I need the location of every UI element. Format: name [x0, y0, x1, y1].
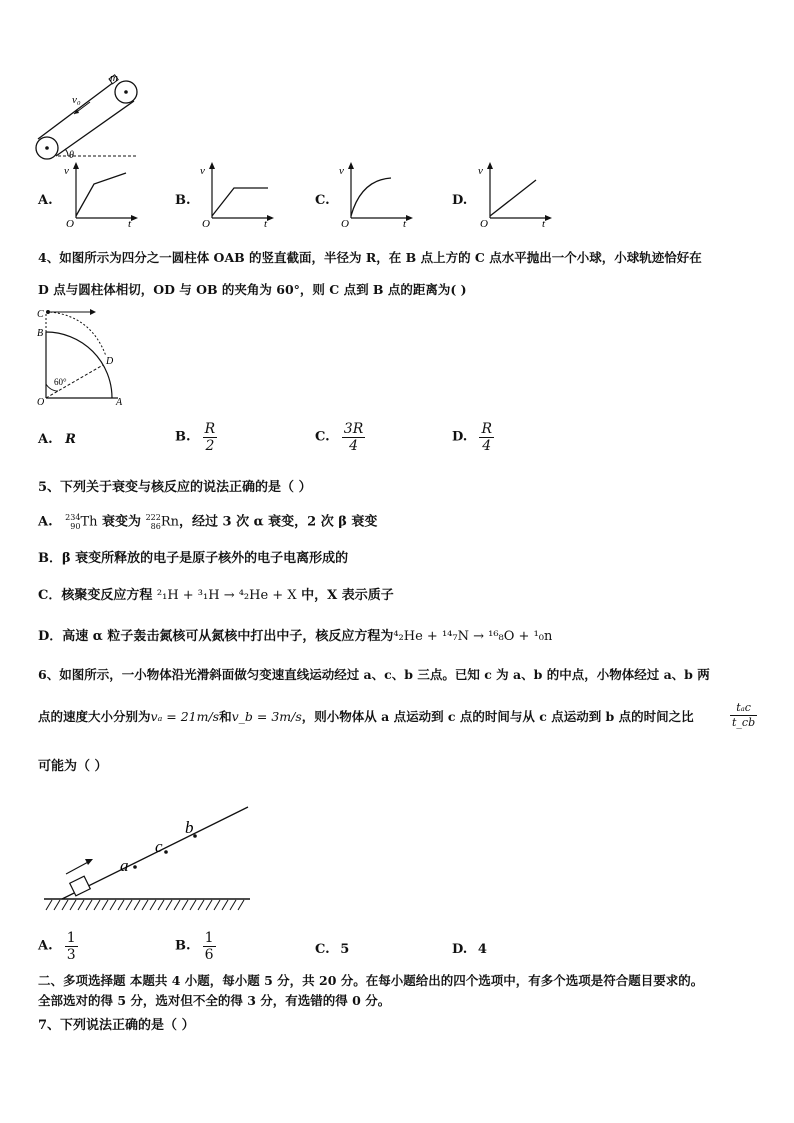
q5-stem: 5、下列关于衰变与核反应的说法正确的是（ ） [38, 480, 312, 495]
rn-mass-number: 222 [145, 513, 161, 522]
q4-option-c-num: 3R [343, 421, 364, 437]
q4-option-a [38, 431, 76, 449]
v0-label: v₀ [72, 94, 81, 106]
vb-value: v_b = 3m/s [231, 709, 302, 724]
q3-option-c-label: C. [315, 193, 330, 208]
q5-option-a-label: A. [38, 514, 53, 530]
q4-option-b-label: B. [175, 429, 191, 445]
q6-option-b-label: B. [175, 938, 191, 954]
q3-graph-c [337, 160, 417, 228]
origin-label: O [341, 218, 349, 228]
point-c-label: C [37, 309, 44, 320]
q3-graph-a [62, 160, 142, 228]
q3-graph-b [198, 160, 278, 228]
q6-option-c-value: 5 [340, 942, 350, 957]
q6-stem-line2: 点的速度大小分别为vₐ = 21m/s和v_b = 3m/s，则小物体从 a 点运动到 c 点的时间与从 c 点运动到 b 点的时间之比 [38, 709, 694, 724]
angle-label: 60° [54, 377, 67, 387]
q5-option-a-mid: 衰变为 [102, 514, 142, 530]
t-axis-label: t [542, 218, 546, 228]
q4-option-b-num: R [204, 421, 216, 437]
q4-option-c-label: C. [315, 429, 330, 445]
point-b-label: b [185, 818, 194, 837]
q3-option-a-label: A. [38, 193, 53, 208]
t-axis-label: t [403, 218, 407, 228]
q6-option-d [452, 941, 487, 959]
rn-atomic-number: 86 [150, 522, 161, 531]
v-axis-label: v [478, 165, 483, 177]
q5-option-a [38, 513, 377, 532]
q6-option-c-label: C. [315, 942, 330, 957]
q6-stem-line1: 6、如图所示，一小物体沿光滑斜面做匀变速直线运动经过 a、c、b 三点。已知 c 为 a、b 的中点，小物体经过 a、b 两 [38, 667, 710, 682]
q3-option-d-label: D. [452, 193, 468, 208]
mass-label: m [110, 72, 118, 84]
th-atomic-number: 90 [70, 522, 81, 531]
point-a-label: A [116, 397, 123, 408]
q4-option-c-den: 4 [342, 437, 365, 454]
nitrogen-reaction-equation: ⁴₂He + ¹⁴₇N → ¹⁶₈O + ¹₀n [393, 629, 553, 644]
incline-figure [40, 800, 255, 915]
q5-option-c-label: C．核聚变反应方程 [38, 588, 153, 603]
point-d-label: D [106, 356, 114, 367]
q4-stem-line2: D 点与圆柱体相切，OD 与 OB 的夹角为 60°，则 C 点到 B 点的距离为( ) [38, 282, 467, 297]
q5-option-c [38, 587, 394, 605]
time-ratio [730, 701, 757, 730]
point-c-label: c [155, 837, 163, 856]
q6-option-d-value: 4 [477, 942, 487, 957]
q6-option-b: B. $\frac{1}{6}$ [175, 930, 214, 963]
origin-label: O [480, 218, 488, 228]
time-ratio-den: t_cb [732, 716, 756, 729]
origin-label: O [202, 218, 210, 228]
q4-option-c [315, 421, 365, 454]
q4-stem-line1: 4、如图所示为四分之一圆柱体 OAB 的竖直截面，半径为 R，在 B 点上方的 C 点水平抛出一个小球，小球轨迹恰好在 [38, 250, 702, 265]
q4-option-b-den: 2 [203, 437, 218, 454]
t-axis-label: t [264, 218, 268, 228]
q4-option-d [452, 421, 494, 454]
q4-option-d-label: D. [452, 429, 468, 445]
q3-option-b-label: B. [175, 193, 191, 208]
q5-option-d-label: D．高速 α 粒子轰击氮核可从氮核中打出中子，核反应方程为 [38, 629, 394, 644]
q5-option-c-tail: 中，X 表示质子 [301, 588, 394, 603]
q4-option-b [175, 421, 217, 454]
q5-option-b: B．β 衰变所释放的电子是原子核外的电子电离形成的 [38, 551, 349, 566]
q5-option-d [38, 628, 552, 646]
section2-intro-line1: 二、多项选择题 本题共 4 小题，每小题 5 分，共 20 分。在每小题给出的四个选项中，有多个选项是符合题目要求的。 [38, 973, 704, 988]
q4-option-a-value: R [65, 432, 76, 447]
point-o-label: O [37, 397, 45, 408]
q6-option-a: A. $\frac{1}{3}$ [38, 930, 76, 963]
fusion-equation: ²₁H + ³₁H → ⁴₂He + X [156, 588, 297, 603]
rn-symbol: Rn [160, 514, 180, 530]
q7-stem: 7、下列说法正确的是（ ） [38, 1018, 195, 1033]
th-mass-number: 234 [65, 513, 81, 522]
q5-option-a-tail: ，经过 3 次 α 衰变，2 次 β 衰变 [179, 514, 378, 530]
section2-intro-line2: 全部选对的得 5 分，选对但不全的得 3 分，有选错的得 0 分。 [38, 993, 391, 1008]
v-axis-label: v [339, 165, 344, 177]
time-ratio-num: tₐc [736, 701, 751, 714]
v-axis-label: v [200, 165, 205, 177]
conveyor-figure [30, 70, 180, 165]
quarter-cylinder-figure [36, 304, 136, 408]
q4-option-d-num: R [481, 421, 493, 437]
va-value: vₐ = 21m/s [150, 709, 220, 724]
q6-option-a-label: A. [38, 938, 53, 954]
origin-label: O [66, 218, 74, 228]
t-axis-label: t [128, 218, 132, 228]
q6-option-c [315, 941, 349, 959]
v-axis-label: v [64, 165, 69, 177]
point-b-label: B [37, 328, 44, 339]
q3-graph-d [476, 160, 556, 228]
theta-label: θ [69, 150, 74, 161]
q4-option-a-label: A. [38, 432, 53, 447]
q4-option-d-den: 4 [479, 437, 494, 454]
q6-option-d-label: D. [452, 942, 468, 957]
th-symbol: Th [80, 514, 98, 530]
point-a-label: a [120, 856, 129, 875]
q6-stem-line3: 可能为（ ） [38, 759, 108, 774]
